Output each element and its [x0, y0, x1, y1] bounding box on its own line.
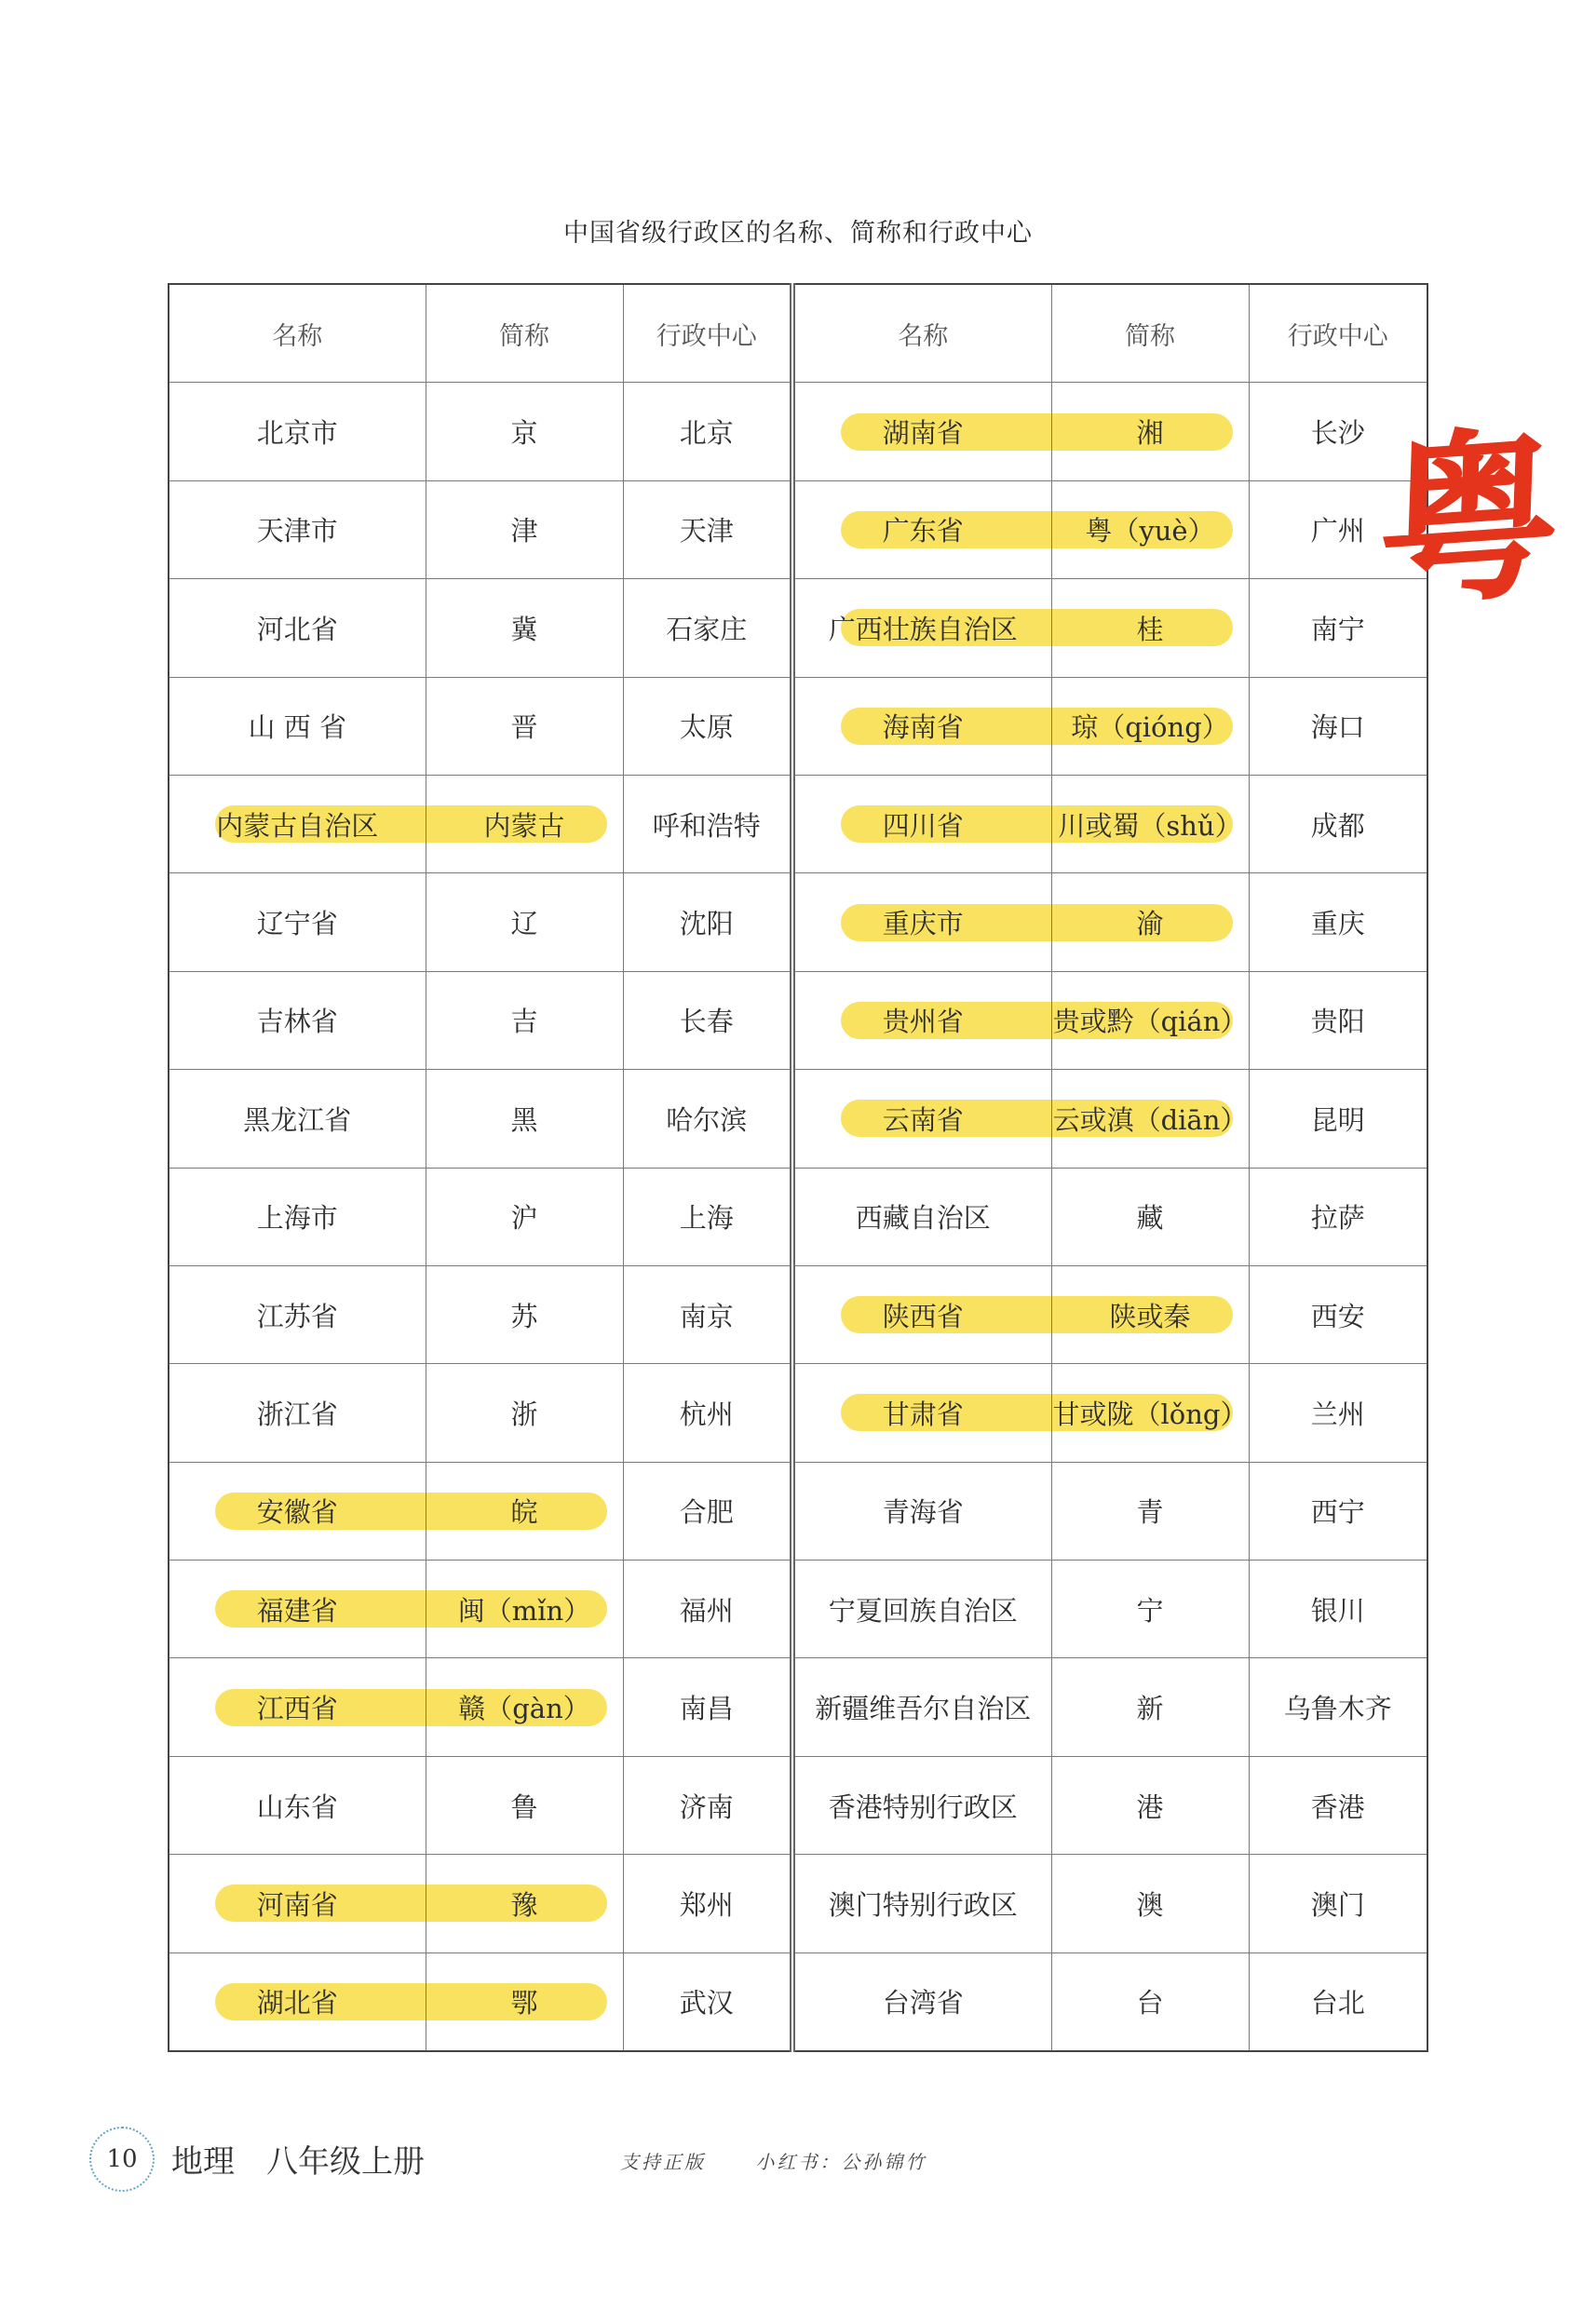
cell-name-left — [169, 1855, 426, 1952]
cell-name-right — [792, 1561, 1051, 1658]
cell-abbr-right — [1051, 1952, 1249, 2051]
cell-text: 粤（yuè） — [1085, 515, 1215, 547]
watermark-text-1: 支持正版 — [620, 2151, 706, 2173]
table-body — [169, 383, 1427, 2051]
table-row — [169, 1265, 1427, 1363]
cell-text: 上海市 — [256, 1202, 338, 1235]
cell-center-left — [623, 383, 792, 480]
cell-name-right — [792, 383, 1051, 480]
cell-name-left — [169, 1952, 426, 2051]
cell-text: 贵州省 — [882, 1006, 964, 1038]
cell-text: 湖南省 — [882, 417, 964, 450]
cell-text: 南昌 — [679, 1693, 734, 1725]
cell-text: 昆明 — [1310, 1103, 1365, 1136]
watermark-text-2: 小红书：公孙锦竹 — [755, 2151, 927, 2173]
handwritten-annotation: 粤 — [1374, 405, 1564, 634]
cell-name-left — [169, 1756, 426, 1854]
cell-name-right — [792, 1756, 1051, 1854]
cell-text: 上海 — [679, 1202, 734, 1235]
cell-text: 浙江省 — [256, 1398, 338, 1430]
cell-abbr-right — [1051, 1855, 1249, 1952]
table-row — [169, 775, 1427, 872]
cell-text: 云南省 — [882, 1103, 964, 1136]
cell-text: 冀 — [510, 613, 538, 645]
cell-text: 辽 — [510, 908, 538, 940]
cell-name-right — [792, 1168, 1051, 1265]
cell-name-right — [792, 775, 1051, 872]
cell-name-left — [169, 383, 426, 480]
cell-center-left — [623, 1658, 792, 1756]
header-abbr-left: 简称 — [426, 284, 623, 383]
cell-name-right — [792, 1070, 1051, 1168]
cell-center-right — [1249, 1952, 1427, 2051]
cell-center-left — [623, 1265, 792, 1363]
cell-center-left — [623, 1462, 792, 1560]
cell-text: 京 — [510, 417, 538, 450]
cell-text: 澳 — [1136, 1888, 1164, 1921]
cell-center-left — [623, 971, 792, 1069]
cell-name-left — [169, 1168, 426, 1265]
table-row — [169, 677, 1427, 775]
cell-text: 台湾省 — [882, 1987, 964, 2020]
table-title: 中国省级行政区的名称、简称和行政中心 — [563, 219, 1033, 248]
cell-text: 澳门 — [1310, 1888, 1365, 1921]
cell-text: 山 西 省 — [248, 711, 346, 744]
cell-abbr-right — [1051, 677, 1249, 775]
header-name-left: 名称 — [169, 284, 426, 383]
cell-text: 哈尔滨 — [666, 1103, 748, 1136]
table-row — [169, 383, 1427, 480]
cell-center-left — [623, 775, 792, 872]
cell-text: 河北省 — [256, 613, 338, 645]
cell-text: 太原 — [679, 711, 734, 744]
cell-text: 海南省 — [882, 711, 964, 744]
cell-text: 安徽省 — [256, 1496, 338, 1529]
cell-abbr-right — [1051, 480, 1249, 578]
cell-center-left — [623, 579, 792, 677]
cell-text: 山东省 — [256, 1790, 338, 1823]
cell-text: 湘 — [1136, 417, 1164, 450]
header-center-right: 行政中心 — [1249, 284, 1427, 383]
cell-text: 青 — [1136, 1496, 1164, 1529]
cell-text: 台北 — [1310, 1987, 1365, 2020]
cell-text: 石家庄 — [666, 613, 748, 645]
cell-center-right — [1249, 873, 1427, 971]
cell-text: 桂 — [1136, 613, 1164, 645]
cell-name-right — [792, 1462, 1051, 1560]
cell-center-right — [1249, 1561, 1427, 1658]
cell-text: 沈阳 — [679, 908, 734, 940]
cell-text: 新疆维吾尔自治区 — [815, 1693, 1032, 1725]
cell-text: 香港特别行政区 — [828, 1790, 1018, 1823]
cell-name-left — [169, 873, 426, 971]
cell-name-left — [169, 775, 426, 872]
cell-name-right — [792, 971, 1051, 1069]
cell-name-right — [792, 1364, 1051, 1462]
table-row — [169, 480, 1427, 578]
cell-text: 甘或陇（lǒng） — [1052, 1398, 1248, 1430]
cell-name-right — [792, 480, 1051, 578]
cell-abbr-left — [426, 1168, 623, 1265]
cell-abbr-right — [1051, 971, 1249, 1069]
cell-text: 香港 — [1310, 1790, 1365, 1823]
header-center-left: 行政中心 — [623, 284, 792, 383]
cell-text: 贵阳 — [1310, 1006, 1365, 1038]
cell-text: 兰州 — [1310, 1398, 1365, 1430]
cell-name-right — [792, 873, 1051, 971]
cell-text: 湖北省 — [256, 1987, 338, 2020]
cell-text: 天津 — [679, 515, 734, 547]
cell-center-left — [623, 1952, 792, 2051]
cell-abbr-left — [426, 1462, 623, 1560]
cell-text: 重庆市 — [882, 908, 964, 940]
cell-abbr-left — [426, 677, 623, 775]
cell-abbr-right — [1051, 579, 1249, 677]
cell-text: 甘肃省 — [882, 1398, 964, 1430]
cell-center-left — [623, 1855, 792, 1952]
cell-text: 西藏自治区 — [855, 1202, 991, 1235]
cell-text: 南京 — [679, 1300, 734, 1332]
cell-abbr-left — [426, 1265, 623, 1363]
table-row — [169, 1462, 1427, 1560]
header-name-right: 名称 — [792, 284, 1051, 383]
cell-name-left — [169, 579, 426, 677]
cell-abbr-left — [426, 971, 623, 1069]
watermark — [620, 2147, 967, 2174]
cell-abbr-right — [1051, 1462, 1249, 1560]
cell-name-left — [169, 1658, 426, 1756]
cell-abbr-right — [1051, 1265, 1249, 1363]
cell-text: 长沙 — [1310, 417, 1365, 450]
table-row — [169, 1658, 1427, 1756]
table-header-row — [169, 284, 1427, 383]
cell-center-right — [1249, 1364, 1427, 1462]
cell-abbr-right — [1051, 1658, 1249, 1756]
cell-name-right — [792, 579, 1051, 677]
cell-text: 新 — [1136, 1693, 1164, 1725]
table-row — [169, 1952, 1427, 2051]
cell-abbr-left — [426, 579, 623, 677]
cell-text: 重庆 — [1310, 908, 1365, 940]
cell-abbr-right — [1051, 1561, 1249, 1658]
cell-name-left — [169, 480, 426, 578]
cell-center-right — [1249, 1462, 1427, 1560]
cell-text: 豫 — [510, 1888, 538, 1921]
cell-text: 呼和浩特 — [652, 809, 761, 842]
cell-text: 海口 — [1310, 711, 1365, 744]
cell-text: 江苏省 — [256, 1300, 338, 1332]
cell-text: 河南省 — [256, 1888, 338, 1921]
cell-center-right — [1249, 1855, 1427, 1952]
cell-text: 天津市 — [256, 515, 338, 547]
cell-center-right — [1249, 1070, 1427, 1168]
table-row — [169, 1168, 1427, 1265]
cell-name-left — [169, 677, 426, 775]
cell-text: 琼（qióng） — [1071, 711, 1229, 744]
cell-name-left — [169, 1364, 426, 1462]
cell-text: 杭州 — [679, 1398, 734, 1430]
cell-text: 台 — [1136, 1987, 1164, 2020]
cell-text: 辽宁省 — [256, 908, 338, 940]
cell-abbr-right — [1051, 383, 1249, 480]
table-row — [169, 873, 1427, 971]
cell-center-right — [1249, 1658, 1427, 1756]
cell-abbr-right — [1051, 1070, 1249, 1168]
cell-center-left — [623, 1168, 792, 1265]
cell-text: 成都 — [1310, 809, 1365, 842]
cell-text: 鲁 — [510, 1790, 538, 1823]
cell-center-left — [623, 1561, 792, 1658]
cell-text: 港 — [1136, 1790, 1164, 1823]
table-row — [169, 1070, 1427, 1168]
cell-abbr-right — [1051, 1168, 1249, 1265]
table-row — [169, 971, 1427, 1069]
cell-text: 南宁 — [1310, 613, 1365, 645]
cell-text: 吉林省 — [256, 1006, 338, 1038]
cell-center-right — [1249, 1168, 1427, 1265]
cell-center-right — [1249, 775, 1427, 872]
cell-text: 津 — [510, 515, 538, 547]
cell-text: 黑龙江省 — [243, 1103, 352, 1136]
cell-name-left — [169, 1561, 426, 1658]
book-title: 地理 八年级上册 — [171, 2143, 425, 2181]
cell-name-right — [792, 1658, 1051, 1756]
cell-text: 福州 — [679, 1594, 734, 1627]
table-row — [169, 1855, 1427, 1952]
cell-abbr-left — [426, 1855, 623, 1952]
cell-text: 宁夏回族自治区 — [828, 1594, 1018, 1627]
cell-text: 四川省 — [882, 809, 964, 842]
cell-text: 西安 — [1310, 1300, 1365, 1332]
page-footer — [89, 2125, 1114, 2199]
cell-abbr-left — [426, 775, 623, 872]
cell-text: 银川 — [1310, 1594, 1365, 1627]
cell-text: 渝 — [1136, 908, 1164, 940]
cell-center-left — [623, 1364, 792, 1462]
cell-text: 西宁 — [1310, 1496, 1365, 1529]
cell-text: 赣（gàn） — [458, 1693, 590, 1725]
cell-name-right — [792, 1855, 1051, 1952]
cell-text: 浙 — [510, 1398, 538, 1430]
cell-text: 陕西省 — [882, 1300, 964, 1332]
cell-center-right — [1249, 677, 1427, 775]
cell-text: 乌鲁木齐 — [1283, 1693, 1392, 1725]
cell-text: 广东省 — [882, 515, 964, 547]
cell-text: 闽（mǐn） — [457, 1594, 591, 1627]
cell-text: 拉萨 — [1310, 1202, 1365, 1235]
cell-abbr-left — [426, 1658, 623, 1756]
cell-text: 沪 — [510, 1202, 538, 1235]
cell-text: 武汉 — [679, 1987, 734, 2020]
cell-text: 北京 — [679, 417, 734, 450]
province-table — [168, 283, 1428, 2052]
cell-text: 黑 — [510, 1103, 538, 1136]
cell-abbr-left — [426, 1364, 623, 1462]
cell-text: 贵或黔（qián） — [1052, 1006, 1248, 1038]
cell-text: 郑州 — [679, 1888, 734, 1921]
cell-name-right — [792, 1265, 1051, 1363]
cell-text: 长春 — [679, 1006, 734, 1038]
cell-text: 福建省 — [256, 1594, 338, 1627]
cell-text: 江西省 — [256, 1693, 338, 1725]
cell-text: 云或滇（diān） — [1052, 1103, 1248, 1136]
cell-center-left — [623, 480, 792, 578]
table-row — [169, 1756, 1427, 1854]
cell-abbr-left — [426, 1070, 623, 1168]
cell-center-left — [623, 1756, 792, 1854]
cell-abbr-left — [426, 480, 623, 578]
cell-text: 济南 — [679, 1790, 734, 1823]
cell-abbr-left — [426, 1952, 623, 2051]
cell-name-right — [792, 1952, 1051, 2051]
cell-abbr-left — [426, 1561, 623, 1658]
table-row — [169, 1364, 1427, 1462]
cell-center-left — [623, 1070, 792, 1168]
cell-text: 澳门特别行政区 — [828, 1888, 1018, 1921]
cell-abbr-right — [1051, 873, 1249, 971]
table-row — [169, 1561, 1427, 1658]
header-abbr-right: 简称 — [1051, 284, 1249, 383]
cell-text: 合肥 — [679, 1496, 734, 1529]
cell-name-left — [169, 971, 426, 1069]
cell-center-left — [623, 677, 792, 775]
cell-center-right — [1249, 1756, 1427, 1854]
cell-text: 宁 — [1136, 1594, 1164, 1627]
cell-text: 内蒙古自治区 — [216, 809, 379, 842]
cell-name-left — [169, 1265, 426, 1363]
cell-text: 川或蜀（shǔ） — [1058, 809, 1242, 842]
cell-abbr-left — [426, 1756, 623, 1854]
cell-center-right — [1249, 1265, 1427, 1363]
cell-text: 吉 — [510, 1006, 538, 1038]
cell-text: 北京市 — [256, 417, 338, 450]
cell-text: 内蒙古 — [483, 809, 565, 842]
cell-abbr-right — [1051, 775, 1249, 872]
cell-text: 青海省 — [882, 1496, 964, 1529]
cell-center-left — [623, 873, 792, 971]
cell-name-right — [792, 677, 1051, 775]
page-number: 10 — [89, 2127, 155, 2192]
cell-text: 藏 — [1136, 1202, 1164, 1235]
cell-center-right — [1249, 971, 1427, 1069]
cell-abbr-left — [426, 383, 623, 480]
cell-text: 广州 — [1310, 515, 1365, 547]
cell-text: 皖 — [510, 1496, 538, 1529]
cell-text: 陕或秦 — [1109, 1300, 1191, 1332]
cell-abbr-right — [1051, 1756, 1249, 1854]
cell-text: 广西壮族自治区 — [828, 613, 1018, 645]
cell-text: 鄂 — [510, 1987, 538, 2020]
cell-name-left — [169, 1070, 426, 1168]
table-row — [169, 579, 1427, 677]
cell-text: 晋 — [510, 711, 538, 744]
cell-name-left — [169, 1462, 426, 1560]
cell-text: 苏 — [510, 1300, 538, 1332]
cell-abbr-left — [426, 873, 623, 971]
cell-abbr-right — [1051, 1364, 1249, 1462]
